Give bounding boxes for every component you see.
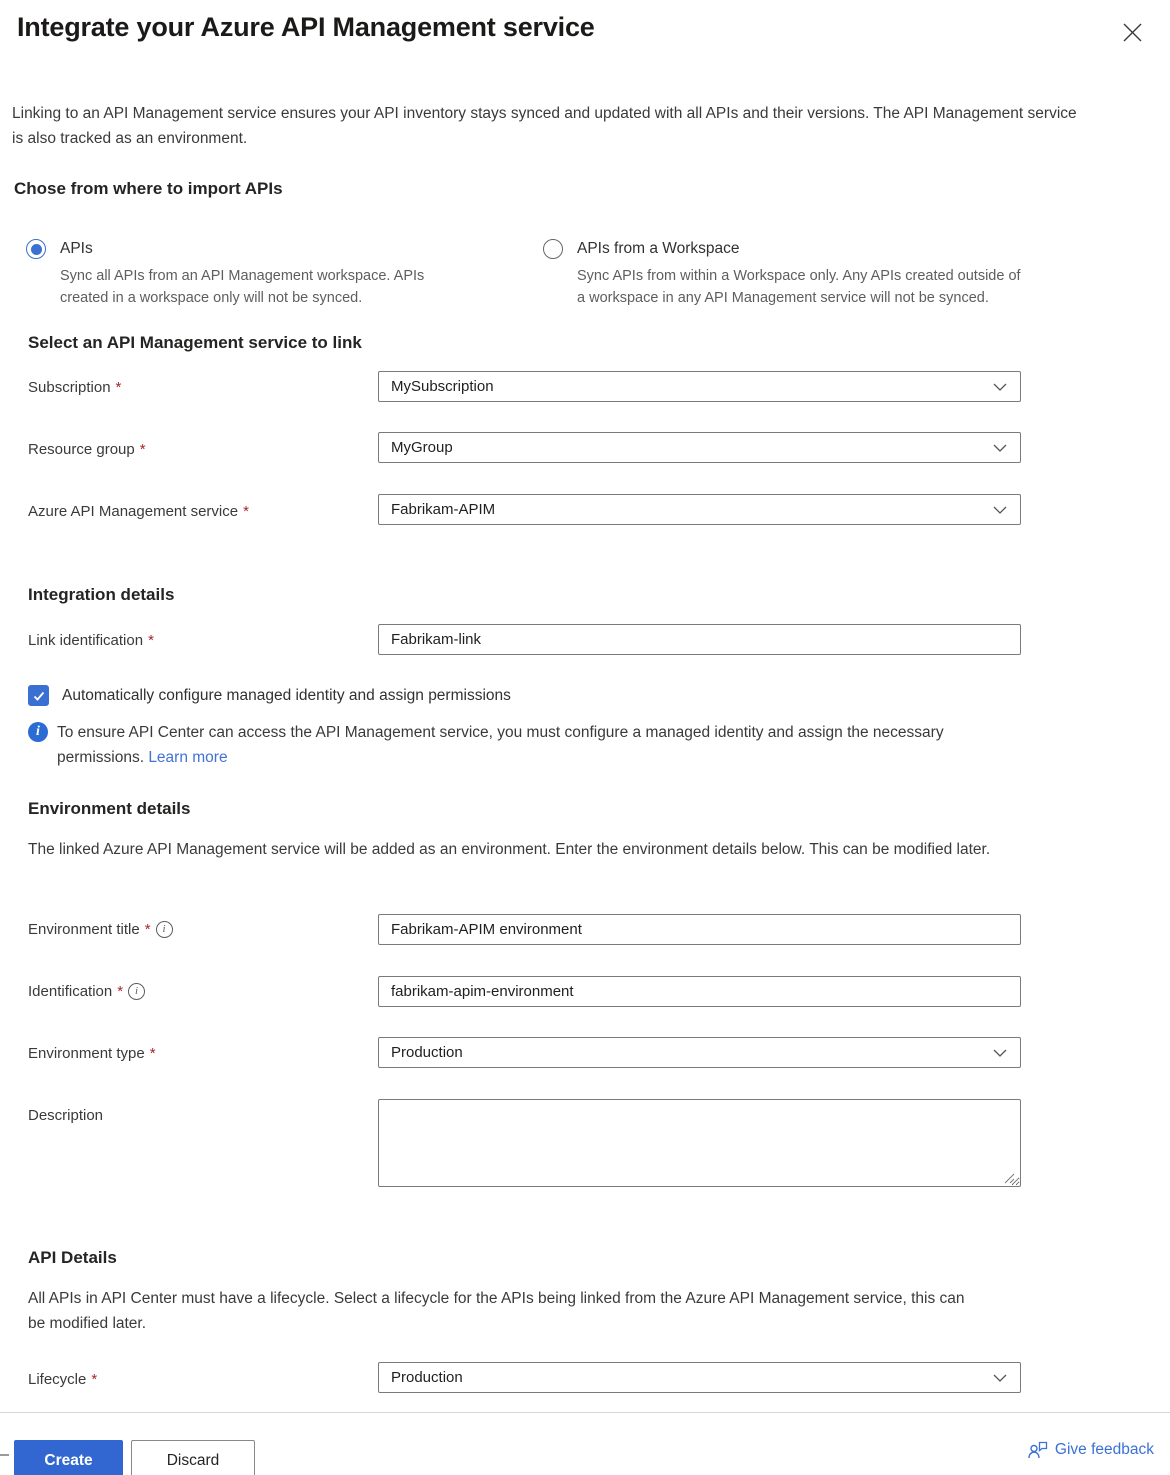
create-button[interactable]: Create — [14, 1440, 123, 1475]
chevron-down-icon — [992, 440, 1008, 456]
page-title: Integrate your Azure API Management service — [17, 12, 595, 42]
api-details-description: All APIs in API Center must have a lifecycle. Select a lifecycle for the APIs being linked from the Azure API Management service, this can be modified later. — [28, 1290, 965, 1332]
lifecycle-dropdown[interactable] — [378, 1362, 1021, 1393]
info-note-text: To ensure API Center can access the API Management service, you must configure a managed identity and assign the necessary permissions. — [57, 724, 944, 766]
environment-section-heading: Environment details — [28, 799, 191, 818]
chevron-down-icon — [992, 379, 1008, 395]
radio-selected-dot — [31, 244, 42, 255]
environment-type-value: Production — [391, 1044, 463, 1061]
checkbox-checked-icon[interactable] — [28, 685, 49, 706]
chevron-down-icon — [992, 1370, 1008, 1386]
give-feedback-link[interactable] — [1028, 1441, 1154, 1459]
info-tooltip-icon[interactable]: i — [156, 921, 173, 938]
dialog-intro-text: Linking to an API Management service ensures your API inventory stays synced and updated with all APIs and their versions. The API Management service is also tracked as an environment. — [12, 105, 1077, 147]
identification-input[interactable] — [378, 976, 1021, 1007]
managed-identity-checkbox-row[interactable] — [28, 685, 511, 706]
learn-more-link[interactable]: Learn more — [148, 749, 228, 766]
integration-section-heading: Integration details — [28, 585, 175, 604]
chevron-down-icon — [992, 502, 1008, 518]
radio-option-apis-from-workspace[interactable] — [543, 237, 1033, 347]
required-asterisk: * — [148, 632, 154, 649]
required-asterisk: * — [115, 379, 122, 396]
lifecycle-label: Lifecycle * — [28, 1371, 98, 1388]
radio-button-apis[interactable] — [26, 239, 46, 259]
radio-option-description: Sync APIs from within a Workspace only. Any APIs created outside of a workspace in any API Management service will not be synced. — [577, 268, 1021, 306]
import-section-heading: Chose from where to import APIs — [14, 179, 283, 198]
required-asterisk: * — [243, 503, 249, 520]
managed-identity-checkbox-label: Automatically configure managed identity and assign permissions — [62, 686, 511, 704]
identification-label: Identification * i — [28, 983, 145, 1000]
resource-group-value: MyGroup — [391, 439, 453, 456]
footer-divider — [0, 1412, 1170, 1413]
apim-service-dropdown[interactable] — [378, 494, 1021, 525]
radio-option-label: APIs from a Workspace — [577, 240, 740, 257]
radio-option-description: Sync all APIs from an API Management workspace. APIs created in a workspace only will not be synced. — [60, 268, 425, 306]
required-asterisk: * — [91, 1371, 98, 1388]
radio-option-apis[interactable] — [26, 237, 496, 327]
required-asterisk: * — [139, 441, 146, 458]
environment-title-input[interactable] — [378, 914, 1021, 945]
description-textarea[interactable] — [378, 1099, 1021, 1187]
service-section-heading: Select an API Management service to link — [28, 333, 362, 352]
close-icon[interactable] — [1118, 18, 1146, 46]
info-tooltip-icon[interactable]: i — [128, 983, 145, 1000]
environment-type-label: Environment type * — [28, 1045, 156, 1062]
edge-artifact — [0, 1454, 9, 1456]
radio-button-apis-from-workspace[interactable] — [543, 239, 563, 259]
checkmark-glyph — [32, 689, 46, 703]
link-identification-input[interactable] — [378, 624, 1021, 655]
radio-option-label: APIs — [60, 240, 93, 257]
give-feedback-label: Give feedback — [1054, 1441, 1154, 1458]
environment-type-dropdown[interactable] — [378, 1037, 1021, 1068]
api-details-heading: API Details — [28, 1248, 117, 1267]
info-note — [28, 720, 1003, 770]
environment-title-label: Environment title * i — [28, 921, 173, 938]
close-x-glyph — [1122, 22, 1143, 43]
required-asterisk: * — [117, 983, 124, 1000]
environment-section-description: The linked Azure API Management service will be added as an environment. Enter the environment details below. This can be modified later. — [28, 841, 991, 858]
subscription-label: Subscription * — [28, 379, 122, 396]
feedback-person-icon — [1028, 1441, 1048, 1459]
apim-service-label: Azure API Management service * — [28, 503, 249, 520]
apim-service-value: Fabrikam-APIM — [391, 501, 496, 518]
subscription-value: MySubscription — [391, 378, 494, 395]
required-asterisk: * — [144, 921, 151, 938]
description-label: Description — [28, 1107, 104, 1124]
discard-button[interactable]: Discard — [131, 1440, 255, 1475]
lifecycle-value: Production — [391, 1369, 463, 1386]
required-asterisk: * — [149, 1045, 156, 1062]
subscription-dropdown[interactable] — [378, 371, 1021, 402]
resource-group-label: Resource group * — [28, 441, 146, 458]
resource-group-dropdown[interactable] — [378, 432, 1021, 463]
info-icon: i — [28, 722, 48, 742]
chevron-down-icon — [992, 1045, 1008, 1061]
link-identification-label: Link identification * — [28, 632, 154, 649]
